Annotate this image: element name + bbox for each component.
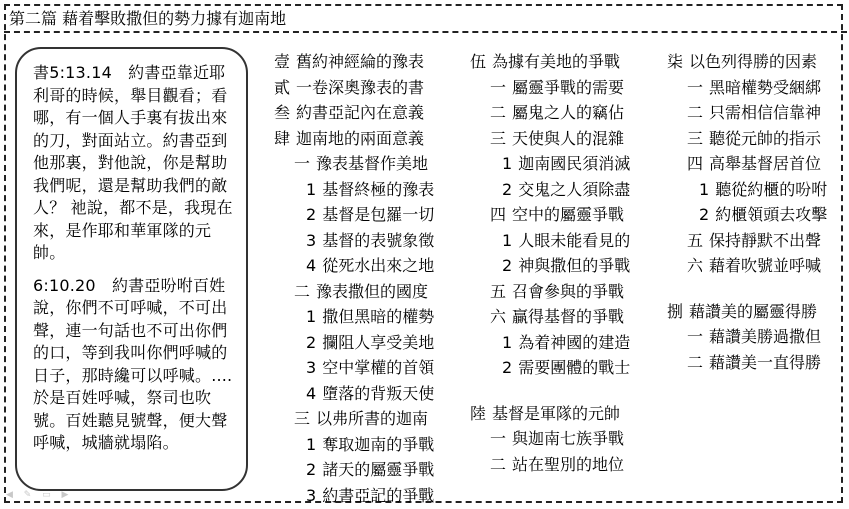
outline-item-number: 捌 <box>667 301 684 321</box>
outline-item-text: 天使與人的混雜 <box>512 128 625 148</box>
outline-item <box>667 324 827 350</box>
outline-item <box>667 100 827 126</box>
outline-item-number: 2 <box>502 256 513 275</box>
outline-item <box>274 457 434 483</box>
outline-item-text: 舊約神經綸的豫表 <box>296 52 425 71</box>
outline-item-text: 站在聖別的地位 <box>512 454 625 474</box>
outline-item-number: 3 <box>306 485 317 505</box>
outline-item-number: 1 <box>306 434 317 454</box>
scripture-box <box>15 47 248 491</box>
outline-item <box>274 381 434 407</box>
outline-item-text: 只需相信信靠神 <box>709 103 822 122</box>
outline-item <box>470 279 630 305</box>
outline-item <box>470 330 630 356</box>
outline-item <box>667 299 827 325</box>
slide-toolbar-icons: ◀ ✎ ▭ ▶ <box>6 490 73 500</box>
outline-item-text: 贏得基督的爭戰 <box>512 307 625 326</box>
outline-item-text: 攔阻人享受美地 <box>322 332 435 352</box>
outline-item-number: 壹 <box>274 52 291 71</box>
outline-item-number: 一 <box>687 327 704 346</box>
outline-item-number: 1 <box>306 179 317 199</box>
outline-item-text: 迦南國民須消滅 <box>518 154 631 173</box>
outline-item-number: 一 <box>294 154 311 173</box>
outline-item-text: 基督的表號象徵 <box>322 230 435 250</box>
outline-item-number: 二 <box>687 352 704 372</box>
outline-item <box>274 177 434 203</box>
outline-item-text: 基督是軍隊的元帥 <box>492 403 621 423</box>
outline-item-text: 保持靜默不出聲 <box>709 230 822 250</box>
outline-item-number: 五 <box>687 230 704 250</box>
outline-item <box>470 304 630 330</box>
outline-item <box>470 452 630 478</box>
outline-item <box>667 228 827 254</box>
outline-item <box>274 432 434 458</box>
outline-item-text: 空中的屬靈爭戰 <box>512 205 625 224</box>
outline-item <box>274 126 434 152</box>
outline-item-number: 三 <box>294 409 311 428</box>
outline-item-text: 約書亞記的爭戰 <box>322 485 435 505</box>
outline-item-number: 2 <box>306 205 317 224</box>
outline-item <box>470 49 630 75</box>
outline-item-text: 高舉基督居首位 <box>709 154 822 173</box>
outline-item <box>667 151 827 177</box>
outline-item-text: 撒但黑暗的權勢 <box>322 307 435 326</box>
outline-spacer <box>667 279 827 299</box>
outline-item-text: 黑暗權勢受綑綁 <box>709 77 822 97</box>
outline-item-number: 一 <box>490 429 507 448</box>
outline-item-text: 基督終極的豫表 <box>322 179 435 199</box>
outline-item <box>274 304 434 330</box>
outline-item-text: 以色列得勝的因素 <box>689 52 818 71</box>
outline-item <box>667 350 827 376</box>
outline-item <box>667 202 827 228</box>
outline-item <box>274 355 434 381</box>
outline-item <box>274 75 434 101</box>
outline-item-text: 諸天的屬靈爭戰 <box>322 460 435 479</box>
outline-item-number: 2 <box>502 179 513 199</box>
outline-item-text: 人眼未能看見的 <box>518 230 631 250</box>
outline-item-number: 1 <box>502 332 513 352</box>
outline-item <box>470 126 630 152</box>
outline-item-number: 二 <box>490 454 507 474</box>
outline-item <box>667 253 827 279</box>
outline-item-number: 3 <box>306 358 317 377</box>
outline-item <box>274 49 434 75</box>
outline-item <box>667 49 827 75</box>
outline-item-text: 需要團體的戰士 <box>518 358 631 377</box>
outline-item <box>667 75 827 101</box>
outline-item <box>470 202 630 228</box>
outline-spacer <box>470 381 630 401</box>
outline-item-number: 肆 <box>274 128 291 148</box>
outline-item-number: 1 <box>502 154 513 173</box>
outline-column-2 <box>470 49 630 477</box>
outline-item <box>274 151 434 177</box>
outline-item <box>274 406 434 432</box>
outline-item <box>470 100 630 126</box>
outline-item-number: 2 <box>699 205 710 224</box>
scripture-verse: 書5:13.14 約書亞靠近耶利哥的時候，舉目觀看；看哪，有一個人手裏有拔出來的刀，對面站立。約書亞到他那裏，對他說，你是幫助我們呢，還是幫助我們的敵人？ 祂說，都不是，我現在來，是作耶和華軍隊的元帥。 <box>33 63 233 262</box>
outline-item-text: 召會參與的爭戰 <box>512 281 625 301</box>
outline-item-number: 六 <box>490 307 507 326</box>
outline-item-number: 三 <box>687 128 704 148</box>
outline-item-number: 2 <box>306 332 317 352</box>
outline-item <box>470 253 630 279</box>
outline-item-number: 叁 <box>274 103 291 122</box>
outline-item <box>274 100 434 126</box>
title-divider <box>4 31 847 33</box>
outline-item-number: 陸 <box>470 403 487 423</box>
outline-item-text: 屬靈爭戰的需要 <box>512 77 625 97</box>
outline-item-text: 藉讚美勝過撒但 <box>709 327 822 346</box>
outline-item <box>274 253 434 279</box>
outline-item-number: 4 <box>306 383 317 403</box>
outline-item <box>470 426 630 452</box>
outline-item <box>470 401 630 427</box>
outline-item <box>274 228 434 254</box>
outline-item-number: 4 <box>306 256 317 275</box>
outline-item-number: 1 <box>699 179 710 199</box>
outline-item-text: 空中掌權的首領 <box>322 358 435 377</box>
outline-item-text: 基督是包羅一切 <box>322 205 435 224</box>
outline-item <box>470 151 630 177</box>
outline-item-number: 六 <box>687 256 704 275</box>
outline-item-number: 二 <box>687 103 704 122</box>
outline-item-text: 為着神國的建造 <box>518 332 631 352</box>
outline-item-text: 約櫃領頭去攻擊 <box>715 205 828 224</box>
outline-item-text: 藉讚美一直得勝 <box>709 352 822 372</box>
outline-item <box>274 279 434 305</box>
outline-item-text: 藉讚美的屬靈得勝 <box>689 301 818 321</box>
outline-item-text: 迦南地的兩面意義 <box>296 128 425 148</box>
outline-item-text: 奪取迦南的爭戰 <box>322 434 435 454</box>
outline-item-number: 3 <box>306 230 317 250</box>
outline-item-text: 墮落的背叛天使 <box>322 383 435 403</box>
outline-item-number: 1 <box>306 307 317 326</box>
outline-item <box>470 75 630 101</box>
outline-item <box>667 177 827 203</box>
outline-item-number: 三 <box>490 128 507 148</box>
outline-item <box>274 330 434 356</box>
outline-item-text: 屬鬼之人的竊佔 <box>512 103 625 122</box>
outline-item <box>274 483 434 509</box>
outline-item-number: 伍 <box>470 52 487 71</box>
outline-item-text: 與迦南七族爭戰 <box>512 429 625 448</box>
outline-column-1 <box>274 49 434 508</box>
outline-item <box>667 126 827 152</box>
outline-item-text: 神與撒但的爭戰 <box>518 256 631 275</box>
outline-item-number: 貳 <box>274 77 291 97</box>
outline-item-number: 2 <box>502 358 513 377</box>
outline-item-text: 豫表撒但的國度 <box>316 281 429 301</box>
outline-item <box>470 228 630 254</box>
outline-item <box>274 202 434 228</box>
outline-item-text: 以弗所書的迦南 <box>316 409 429 428</box>
outline-item-text: 交鬼之人須除盡 <box>518 179 631 199</box>
outline-item-text: 為據有美地的爭戰 <box>492 52 621 71</box>
outline-item-number: 五 <box>490 281 507 301</box>
outline-item-text: 藉着吹號並呼喊 <box>709 256 822 275</box>
outline-item-text: 一卷深奧豫表的書 <box>296 77 425 97</box>
outline-item-text: 約書亞記內在意義 <box>296 103 425 122</box>
outline-item <box>470 177 630 203</box>
outline-item-text: 從死水出來之地 <box>322 256 435 275</box>
outline-item-number: 四 <box>490 205 507 224</box>
outline-item-number: 2 <box>306 460 317 479</box>
outline-item-number: 柒 <box>667 52 684 71</box>
outline-item-number: 1 <box>502 230 513 250</box>
outline-item-text: 聽從約櫃的吩咐 <box>715 179 828 199</box>
outline-item-number: 四 <box>687 154 704 173</box>
outline-column-3 <box>667 49 827 375</box>
scripture-verse: 6:10.20 約書亞吩咐百姓說，你們不可呼喊，不可出聲，連一句話也不可出你們的口，等到我叫你們呼喊的日子，那時纔可以呼喊。....於是百姓呼喊，祭司也吹號。百姓聽見號聲，便大聲呼喊，城牆就塌陷。 <box>33 275 233 452</box>
outline-item-text: 豫表基督作美地 <box>316 154 429 173</box>
outline-item <box>470 355 630 381</box>
outline-item-number: 二 <box>294 281 311 301</box>
outline-item-number: 一 <box>490 77 507 97</box>
outline-item-text: 聽從元帥的指示 <box>709 128 822 148</box>
outline-item-number: 二 <box>490 103 507 122</box>
outline-item-number: 一 <box>687 77 704 97</box>
slide-title: 第二篇 藉着擊敗撒但的勢力據有迦南地 <box>9 9 287 28</box>
